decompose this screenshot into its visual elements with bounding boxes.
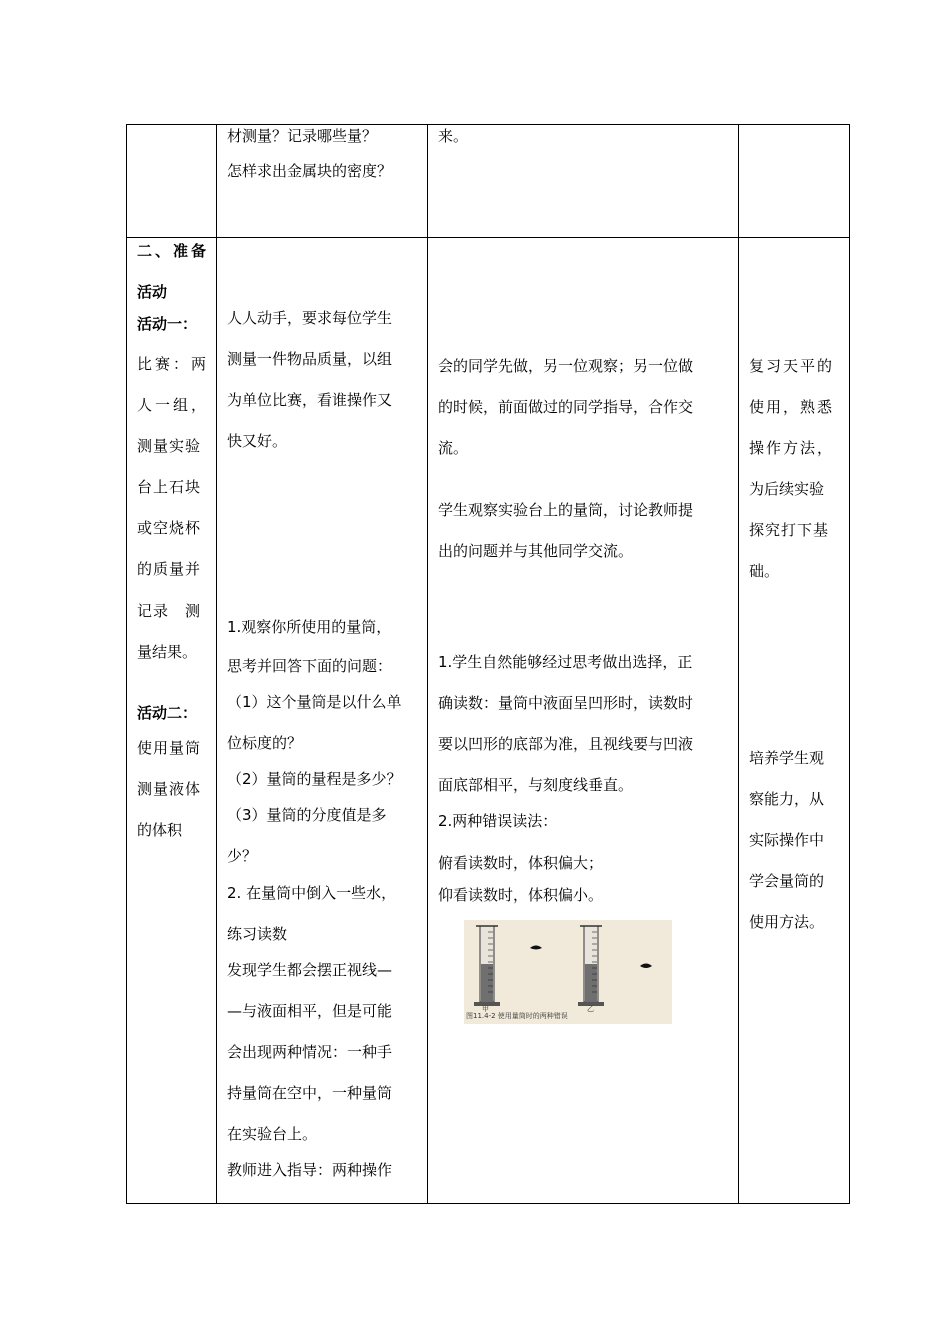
text-line: 测量液体: [137, 780, 202, 798]
text-line: 快又好。: [227, 432, 288, 450]
text-line: 的时候，前面做过的同学指导，合作交: [438, 398, 694, 416]
text-line: 2. 在量筒中倒入一些水，: [227, 884, 397, 902]
table-border-bottom: [126, 1203, 850, 1204]
text-line: 使用，熟悉: [749, 398, 835, 416]
text-line: 在实验台上。: [227, 1125, 318, 1143]
text-line: 1.学生自然能够经过思考做出选择，正: [438, 653, 693, 671]
column-divider: [738, 124, 739, 1204]
activity-two-title: 活动二：: [137, 704, 198, 722]
text-line: 出的问题并与其他同学交流。: [438, 542, 634, 560]
text-line: 面底部相平，与刻度线垂直。: [438, 776, 634, 794]
text-line: （1）这个量筒是以什么单: [227, 693, 402, 711]
text-line: 为单位比赛，看谁操作又: [227, 391, 393, 409]
text-line: 或空烧杯: [137, 519, 202, 537]
section-heading-cont: 活动: [137, 283, 168, 301]
text-line: 俯看读数时，体积偏大；: [438, 854, 604, 872]
column-divider: [427, 124, 428, 1204]
figure-label-right: 乙: [587, 1005, 594, 1013]
text-line: （2）量筒的量程是多少？: [227, 770, 402, 788]
activity-one-title: 活动一：: [137, 315, 198, 333]
cylinder-left-icon: [474, 926, 500, 1006]
text-line: 会出现两种情况：一种手: [227, 1043, 393, 1061]
text-line: 操作方法，: [749, 439, 835, 457]
text-line: 使用方法。: [749, 913, 825, 931]
text-line: 人一组，: [137, 396, 210, 414]
cylinder-reading-figure: [464, 920, 672, 1024]
row-divider: [126, 237, 850, 238]
text-line: 台上石块: [137, 478, 202, 496]
table-border-right: [849, 124, 850, 1204]
figure-label-left: 甲: [482, 1005, 489, 1013]
text-line: 复习天平的: [749, 357, 835, 375]
text-line: —与液面相平，但是可能: [227, 1002, 393, 1020]
text-line: 察能力，从: [749, 790, 825, 808]
text-line: 来。: [438, 127, 469, 145]
text-line: （3）量筒的分度值是多: [227, 806, 387, 824]
eye-left-icon: [530, 946, 542, 950]
cylinder-right-icon: [578, 926, 604, 1006]
text-line: 怎样求出金属块的密度？: [227, 162, 393, 180]
text-line: 使用量筒: [137, 739, 202, 757]
text-line: 比赛：两: [137, 355, 210, 373]
text-line: 要以凹形的底部为准，且视线要与凹液: [438, 735, 694, 753]
text-line: 为后续实验: [749, 480, 825, 498]
text-line: 记录 测: [137, 602, 202, 620]
text-line: 1.观察你所使用的量筒，: [227, 618, 392, 636]
text-line: 学会量筒的: [749, 872, 825, 890]
text-line: 确读数：量筒中液面呈凹形时，读数时: [438, 694, 694, 712]
text-line: 人人动手，要求每位学生: [227, 309, 393, 327]
text-line: 础。: [749, 562, 780, 580]
table-border-top: [126, 124, 850, 125]
text-line: 2.两种错误读法：: [438, 812, 558, 830]
figure-caption: 图11.4-2 使用量筒时的两种错误: [466, 1012, 568, 1020]
text-line: 材测量？记录哪些量？: [227, 127, 378, 145]
text-line: 思考并回答下面的问题：: [227, 657, 393, 675]
text-line: 教师进入指导：两种操作: [227, 1161, 393, 1179]
column-divider: [216, 124, 217, 1204]
text-line: 的质量并: [137, 560, 202, 578]
text-line: 仰看读数时，体积偏小。: [438, 886, 604, 904]
text-line: 练习读数: [227, 925, 288, 943]
text-line: 探究打下基: [749, 521, 830, 539]
section-heading: 二、准备: [137, 242, 210, 260]
text-line: 培养学生观: [749, 749, 825, 767]
text-line: 持量筒在空中，一种量筒: [227, 1084, 393, 1102]
table-border-left: [126, 124, 127, 1204]
text-line: 测量实验: [137, 437, 202, 455]
eye-right-icon: [640, 964, 652, 969]
text-line: 位标度的？: [227, 734, 303, 752]
text-line: 会的同学先做，另一位观察；另一位做: [438, 357, 694, 375]
text-line: 发现学生都会摆正视线—: [227, 961, 393, 979]
text-line: 学生观察实验台上的量筒，讨论教师提: [438, 501, 694, 519]
text-line: 少？: [227, 847, 258, 865]
text-line: 量结果。: [137, 643, 198, 661]
text-line: 实际操作中: [749, 831, 825, 849]
text-line: 测量一件物品质量，以组: [227, 350, 393, 368]
graduated-cylinder-illustration: [464, 920, 672, 1024]
text-line: 流。: [438, 439, 469, 457]
text-line: 的体积: [137, 821, 183, 839]
